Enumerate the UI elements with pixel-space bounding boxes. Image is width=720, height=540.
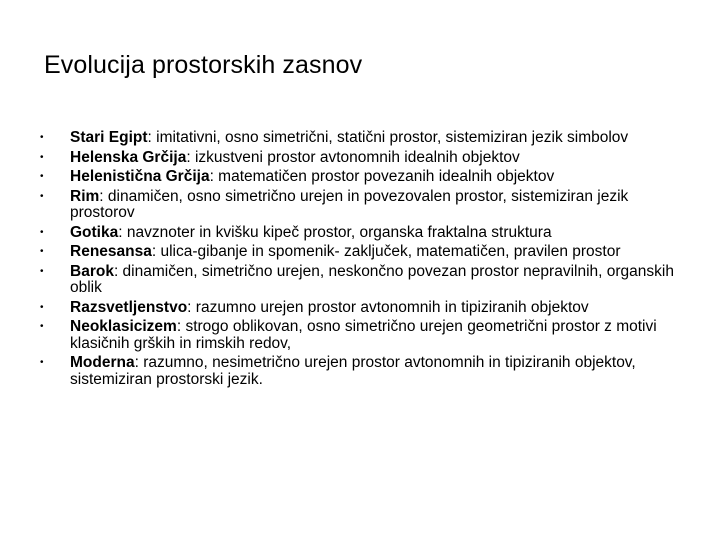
bullet-icon: • bbox=[40, 190, 44, 202]
item-term: Helenistična Grčija bbox=[70, 168, 210, 185]
item-term: Gotika bbox=[70, 223, 119, 241]
list-item bbox=[40, 225, 690, 242]
item-term: Helenska Grčija bbox=[70, 148, 187, 166]
list-item bbox=[40, 264, 690, 297]
list-item bbox=[40, 355, 690, 388]
item-text: : dinamičen, osno simetrično urejen in povezovalen prostor, sistemiziran jezik prostorov bbox=[70, 187, 629, 221]
list-item bbox=[40, 319, 690, 352]
list-item bbox=[40, 130, 690, 147]
list-item bbox=[40, 244, 690, 261]
bullet-icon: • bbox=[40, 301, 44, 313]
item-term: Razsvetljenstvo bbox=[70, 298, 188, 316]
slide-title: Evolucija prostorskih zasnov bbox=[44, 51, 363, 79]
item-text: : dinamičen, simetrično urejen, neskončno povezan prostor nepravilnih, organskih oblik bbox=[70, 262, 674, 296]
list-item bbox=[40, 300, 690, 317]
bullet-icon: • bbox=[40, 151, 44, 163]
item-term: Renesansa bbox=[70, 243, 152, 260]
bullet-icon: • bbox=[40, 132, 44, 143]
bullet-icon: • bbox=[40, 171, 44, 182]
item-text: : izkustveni prostor avtonomnih idealnih objektov bbox=[186, 148, 520, 166]
item-term: Neoklasicizem bbox=[70, 318, 177, 335]
item-term: Stari Egipt bbox=[70, 129, 148, 146]
item-text: : razumno, nesimetrično urejen prostor avtonomnih in tipiziranih objektov, sistemiziran prostorski jezik. bbox=[70, 354, 636, 388]
bullet-list bbox=[40, 130, 690, 391]
item-term: Moderna bbox=[70, 354, 135, 371]
list-item bbox=[40, 169, 690, 186]
bullet-icon: • bbox=[40, 357, 44, 368]
bullet-icon: • bbox=[40, 226, 44, 238]
bullet-icon: • bbox=[40, 246, 44, 257]
list-item bbox=[40, 189, 690, 222]
item-text: : navznoter in kvišku kipeč prostor, organska fraktalna struktura bbox=[118, 223, 552, 241]
list-item bbox=[40, 150, 690, 167]
item-text: : imitativni, osno simetrični, statični prostor, sistemiziran jezik simbolov bbox=[147, 129, 629, 146]
item-term: Rim bbox=[70, 187, 100, 205]
bullet-icon: • bbox=[40, 321, 44, 332]
item-text: : ulica-gibanje in spomenik- zaključek, matematičen, pravilen prostor bbox=[151, 243, 621, 260]
item-text: : razumno urejen prostor avtonomnih in tipiziranih objektov bbox=[187, 298, 589, 316]
item-text: : strogo oblikovan, osno simetrično urejen geometrični prostor z motivi klasičnih grških in rimskih redov, bbox=[70, 318, 657, 352]
bullet-icon: • bbox=[40, 265, 44, 277]
item-term: Barok bbox=[70, 262, 114, 280]
item-text: : matematičen prostor povezanih idealnih objektov bbox=[209, 168, 555, 185]
